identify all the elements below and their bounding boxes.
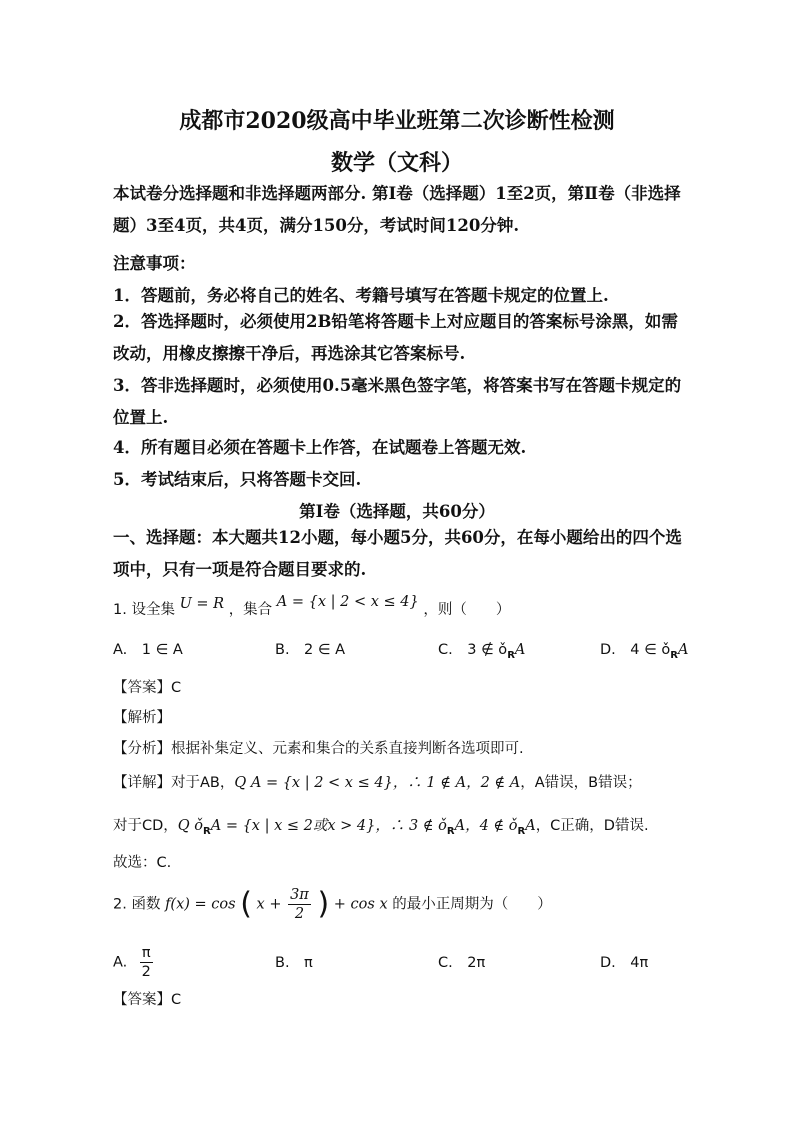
answer-value: C: [171, 992, 182, 1008]
detail2-sub2: R: [446, 825, 455, 837]
q1-option-c-tail: A: [514, 642, 526, 658]
section-instructions: 一、选择题：本大题共12小题，每小题5分，共60分，在每小题给出的四个选项中，只有一项是符合题目要求的.: [113, 528, 682, 579]
detail1-mid: ，∴ 1 ∉ A: [392, 775, 467, 791]
q2-stem-suffix: 的最小正周期为（ ）: [392, 896, 552, 913]
note-item-5: 5．考试结束后，只将答题卡交回.: [113, 470, 362, 489]
q1-option-c-text: C. 3 ∉ ǒ: [438, 642, 508, 658]
q2-option-a-num: π: [141, 945, 151, 961]
q1-option-a: A. 1 ∈ A: [113, 642, 183, 658]
q2-func-lhs: f(x) = cos: [165, 896, 236, 913]
note-item-2: 2．答选择题时，必须使用2B铅笔将答题卡上对应题目的答案标号涂黑，如需改动，用橡皮擦擦干净后，再选涂其它答案标号.: [113, 312, 678, 363]
exam-subtitle: 数学（文科）: [330, 150, 463, 176]
q1-option-d: [600, 638, 688, 661]
fenxi-tag: 【分析】: [113, 741, 171, 757]
q1-set-a: A = {x | 2 < x ≤ 4}: [276, 594, 419, 610]
q1-analysis-tag: 【解析】: [113, 710, 171, 726]
q1-option-c: [438, 638, 525, 661]
detail-tag: 【详解】: [113, 775, 171, 791]
q2-func-tail: + cos x: [333, 896, 388, 913]
q2-option-d: D. 4π: [600, 955, 649, 971]
q2-option-a: [113, 944, 155, 981]
detail2-a2: A: [525, 818, 536, 834]
detail2-mid2: ，4 ∉ ǒ: [465, 818, 518, 834]
detail2-a: A: [454, 818, 466, 834]
detail2-sub3: R: [517, 825, 526, 837]
note-item-4: 4．所有题目必须在答题卡上作答，在试题卷上答题无效.: [113, 438, 527, 457]
note-item-1: 1．答题前，务必将自己的姓名、考籍号填写在答题卡规定的位置上.: [113, 286, 609, 305]
q1-option-d-tail: A: [677, 642, 689, 658]
question-1-stem: [113, 594, 511, 619]
q2-frac-num: 3π: [290, 887, 309, 903]
q2-frac-den: 2: [294, 906, 305, 922]
q1-detail-2: [113, 814, 649, 837]
answer-tag: 【答案】: [113, 680, 171, 696]
q2-stem-prefix: 2. 函数: [113, 896, 161, 913]
notes-heading: 注意事项：: [113, 254, 196, 273]
q1-conclusion: 故选：C.: [113, 855, 172, 871]
detail2-mid: ，∴ 3 ∉ ǒ: [375, 818, 447, 834]
q1-option-d-text: D. 4 ∈ ǒ: [600, 642, 671, 658]
detail1-end: ，A错误，B错误；: [520, 775, 642, 791]
q2-paren-open: (: [240, 886, 252, 922]
exam-title: 成都市2020级高中毕业班第二次诊断性检测: [179, 108, 615, 134]
intro-paragraph: 本试卷分选择题和非选择题两部分. 第Ⅰ卷（选择题）1至2页，第Ⅱ卷（非选择题）3至4页，共4页，满分150分，考试时间120分钟.: [113, 184, 681, 235]
q1-universe: U = R: [179, 596, 225, 612]
q2-fraction: [288, 886, 311, 923]
q1-option-d-sub: R: [670, 649, 678, 661]
q1-stem-suffix: ，则（ ）: [423, 602, 511, 618]
q2-option-a-frac: [140, 944, 153, 981]
q2-option-b: B. π: [275, 955, 313, 971]
q1-fenxi: [113, 737, 524, 758]
q2-answer: [113, 988, 181, 1009]
fenxi-text: 根据补集定义、元素和集合的关系直接判断各选项即可.: [171, 741, 524, 757]
note-item-3: 3．答非选择题时，必须使用0.5毫米黑色签字笔，将答案书写在答题卡规定的位置上.: [113, 376, 682, 427]
q1-stem-prefix: 1. 设全集: [113, 602, 175, 618]
detail2-math: A = {x | x ≤ 2或x > 4}: [210, 818, 376, 834]
detail2-prefix: 对于CD，: [113, 818, 178, 834]
q2-option-a-label: A.: [113, 954, 128, 971]
detail1-tail: ，2 ∉ A: [466, 775, 521, 791]
q1-option-c-sub: R: [507, 649, 515, 661]
detail2-sub: R: [203, 825, 211, 837]
q1-detail-1: [113, 771, 642, 792]
q1-answer: [113, 676, 181, 697]
q1-option-b: B. 2 ∈ A: [275, 642, 346, 658]
q2-inner-x: x +: [256, 896, 282, 913]
answer-tag: 【答案】: [113, 992, 171, 1008]
q2-option-c: C. 2π: [438, 955, 486, 971]
answer-value: C: [171, 680, 182, 696]
q2-option-a-den: 2: [141, 964, 151, 980]
q2-paren-close: ): [317, 886, 330, 922]
question-2-stem: [113, 886, 552, 923]
q1-stem-mid: ，集合: [228, 602, 273, 618]
section-title: 第Ⅰ卷（选择题，共60分）: [299, 502, 495, 521]
detail2-q: Q ǒ: [177, 818, 204, 834]
detail1-math: Q A = {x | 2 < x ≤ 4}: [234, 775, 393, 791]
detail2-end: ，C正确，D错误.: [535, 818, 649, 834]
detail1-prefix: 对于AB，: [171, 775, 235, 791]
